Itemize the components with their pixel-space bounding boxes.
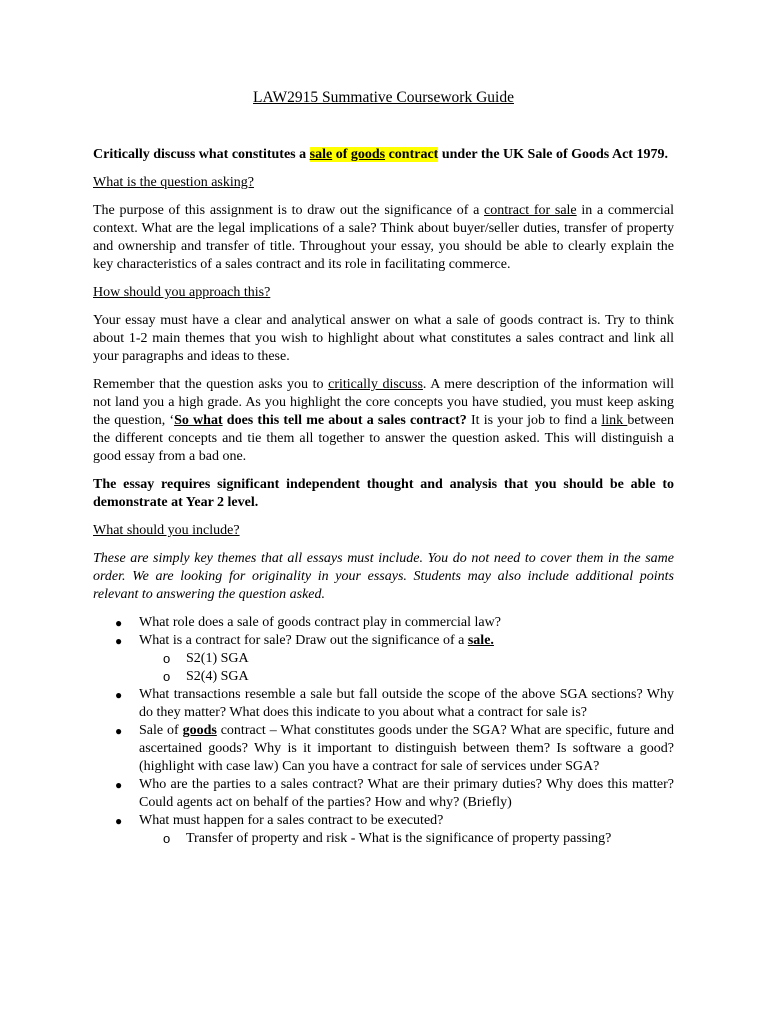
- critically-discuss-paragraph: [93, 376, 674, 466]
- sale-bold: sale.: [467, 633, 494, 648]
- purpose-paragraph: [93, 202, 674, 274]
- list-item-text: contract – What constitutes goods under the SGA? What are specific, future and ascertained goods? Why is it important to distinguish between them? Is software a good? (highlight with case law) Can you have a contract for sale of services under SGA?: [139, 723, 675, 774]
- themes-list: [93, 614, 674, 848]
- purpose-text-end: in a commercial context. What are the legal implications of a sale? Think about buyer/seller duties, transfer of property and ownership and transfer of title. Throughout your essay, you should be able to clearly explain the key characteristics of a sales contract and its role in facilitating commerce.: [93, 203, 674, 272]
- bullet-icon: ●: [115, 634, 123, 648]
- critically-text-d: It is your job to find a: [466, 413, 602, 428]
- critically-text-b: . A mere description of the information will not land you a high grade. As you highlight the core concepts you have studied, you must keep asking the question, ‘: [93, 377, 674, 428]
- list-item: [93, 686, 674, 722]
- list-item: [93, 722, 674, 776]
- critically-discuss-underlined: critically discuss: [328, 377, 423, 392]
- purpose-underlined: contract for sale: [484, 203, 577, 218]
- circle-bullet-icon: o: [163, 831, 171, 846]
- list-item-text: Who are the parties to a sales contract? What are their primary duties? Why does this matter? Could agents act on behalf of the parties? How and why? (Briefly): [139, 777, 674, 810]
- sub-list: [139, 650, 674, 686]
- sub-list-item: [139, 830, 674, 848]
- so-what-question-bold: does this tell me about a sales contract?: [222, 413, 467, 428]
- heading-question-asking: What is the question asking?: [93, 175, 254, 190]
- bullet-icon: ●: [115, 724, 123, 738]
- heading-include: What should you include?: [93, 523, 240, 538]
- question-text-start: Critically discuss what constitutes a: [93, 147, 310, 162]
- list-item-text: What must happen for a sales contract to be executed?: [139, 813, 444, 828]
- circle-bullet-icon: o: [163, 669, 171, 684]
- approach-paragraph: Your essay must have a clear and analytical answer on what a sale of goods contract is. Try to think about 1-2 main themes that you wish to highlight about what constitutes a sales contract and link all your paragraphs and ideas to these.: [93, 313, 674, 364]
- highlight-sale: sale: [309, 147, 333, 162]
- list-item: [93, 614, 674, 632]
- critically-text-e: between the different concepts and tie them all together to answer the question asked. This will distinguish a good essay from a bad one.: [93, 413, 674, 464]
- list-item-text: What is a contract for sale? Draw out the significance of a: [139, 633, 468, 648]
- list-item-text: What transactions resemble a sale but fall outside the scope of the above SGA sections? Why do they matter? What does this indicate to you about what a contract for sale is?: [139, 687, 674, 720]
- bullet-icon: ●: [115, 616, 123, 630]
- circle-bullet-icon: o: [163, 651, 171, 666]
- highlight-goods: goods: [350, 147, 386, 162]
- essay-question: [93, 146, 674, 164]
- purpose-text-start: The purpose of this assignment is to draw out the significance of a: [93, 203, 485, 218]
- highlighted-phrase: [310, 147, 439, 162]
- bullet-icon: ●: [115, 688, 123, 702]
- goods-bold: goods: [182, 723, 217, 738]
- sub-list: [139, 830, 674, 848]
- sub-list-item: [139, 668, 674, 686]
- list-item-text: Sale of: [139, 723, 183, 738]
- list-item-text: What role does a sale of goods contract play in commercial law?: [139, 615, 501, 630]
- sub-list-item-text: Transfer of property and risk - What is the significance of property passing?: [186, 831, 612, 846]
- so-what-bold: So what: [174, 413, 223, 428]
- heading-approach: How should you approach this?: [93, 285, 271, 300]
- sub-list-item-text: S2(1) SGA: [186, 651, 249, 666]
- document-body: [93, 88, 674, 848]
- independent-thought-paragraph: The essay requires significant independent thought and analysis that you should be able to demonstrate at Year 2 level.: [93, 477, 674, 510]
- list-item: [93, 632, 674, 686]
- critically-text-a: Remember that the question asks you to: [93, 377, 329, 392]
- document-title: LAW2915 Summative Coursework Guide: [253, 89, 514, 106]
- sub-list-item: [139, 650, 674, 668]
- list-item: [93, 776, 674, 812]
- question-text-end: under the UK Sale of Goods Act 1979.: [438, 147, 668, 162]
- highlight-contract: contract: [385, 147, 439, 162]
- link-underlined: link: [601, 413, 628, 428]
- themes-intro: These are simply key themes that all essays must include. You do not need to cover them in the same order. We are looking for originality in your essays. Students may also include additional points relevant to answering the question asked.: [93, 551, 674, 602]
- highlight-of: of: [332, 147, 351, 162]
- bullet-icon: ●: [115, 814, 123, 828]
- bullet-icon: ●: [115, 778, 123, 792]
- list-item: [93, 812, 674, 848]
- sub-list-item-text: S2(4) SGA: [186, 669, 249, 684]
